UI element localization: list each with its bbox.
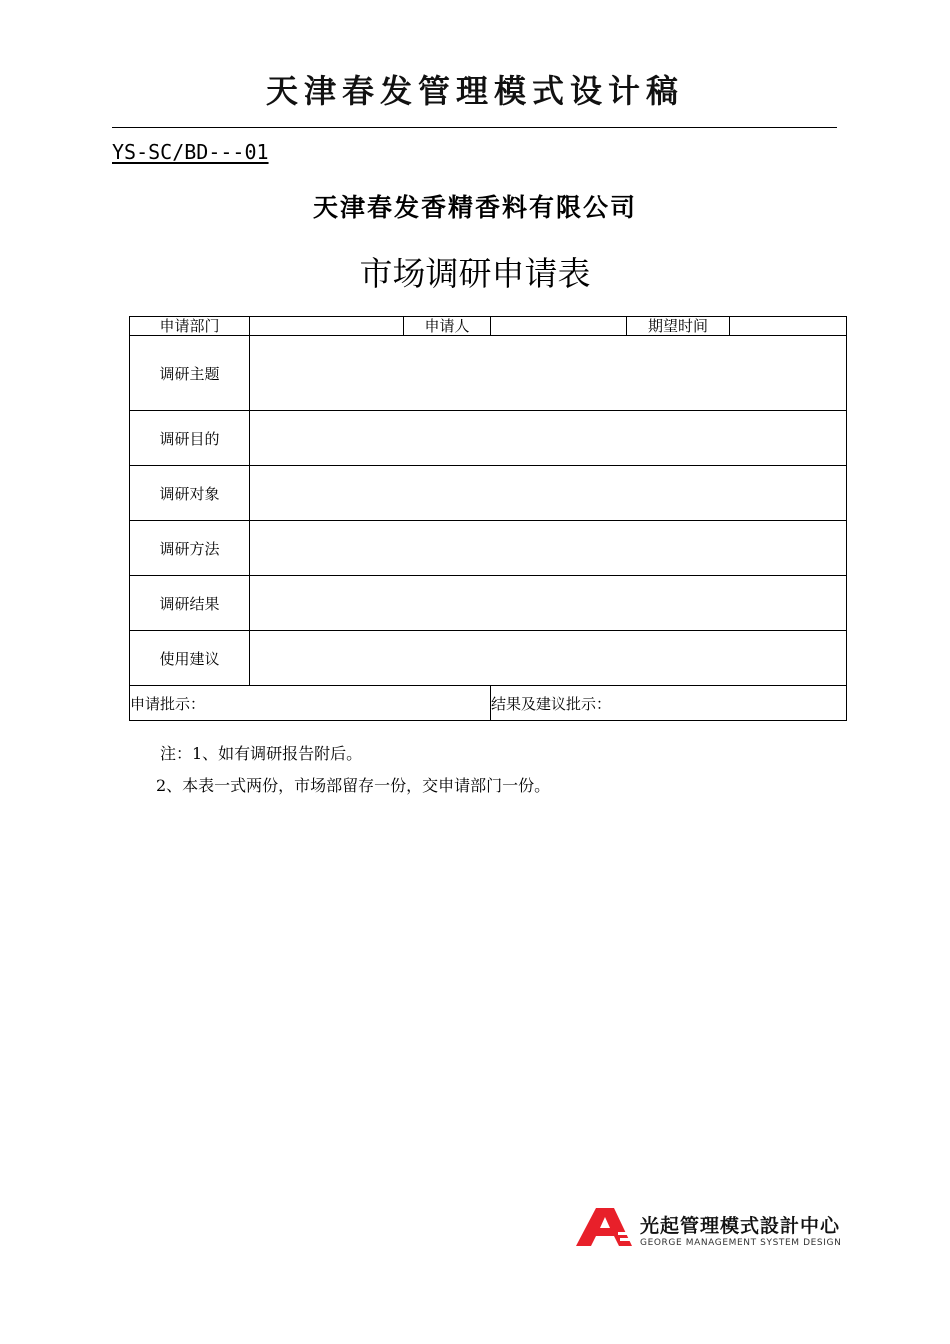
form-title: 市场调研申请表	[359, 254, 591, 293]
department-field[interactable]	[250, 317, 404, 336]
result-field[interactable]	[250, 576, 847, 631]
logo-name-cn: 光起管理模式設計中心	[640, 1215, 841, 1237]
topic-field[interactable]	[250, 336, 847, 411]
expected-time-field[interactable]	[730, 317, 847, 336]
company-logo	[576, 1208, 842, 1252]
note-line-2: 2、本表一式两份，市场部留存一份，交申请部门一份。	[156, 776, 551, 795]
logo-a-stripe	[620, 1238, 630, 1241]
application-approval-field[interactable]: 申请批示：	[130, 686, 491, 721]
form-row-label: 调研目的	[130, 411, 250, 466]
form-header-row	[130, 317, 847, 336]
form-row-label: 调研方法	[130, 521, 250, 576]
note-line-1: 注：1、如有调研报告附后。	[160, 744, 363, 763]
result-approval-field[interactable]: 结果及建议批示：	[491, 686, 847, 721]
suggestion-field[interactable]	[250, 631, 847, 686]
form-row-result	[130, 576, 847, 631]
form-row-suggestion	[130, 631, 847, 686]
purpose-field[interactable]	[250, 411, 847, 466]
company-name: 天津春发香精香料有限公司	[312, 193, 637, 222]
department-label: 申请部门	[130, 317, 250, 336]
form-row-purpose	[130, 411, 847, 466]
application-form-table	[129, 316, 847, 721]
method-field[interactable]	[250, 521, 847, 576]
applicant-label: 申请人	[404, 317, 491, 336]
form-row-topic	[130, 336, 847, 411]
form-row-label: 调研对象	[130, 466, 250, 521]
form-row-label: 调研主题	[130, 336, 250, 411]
header-title: 天津春发管理模式设计稿	[265, 72, 684, 110]
expected-time-label: 期望时间	[627, 317, 730, 336]
document-code: YS-SC/BD---01	[112, 140, 269, 164]
form-row-method	[130, 521, 847, 576]
form-notes	[156, 738, 551, 802]
form-row-label: 使用建议	[130, 631, 250, 686]
header-divider	[112, 127, 837, 128]
form-row-label: 调研结果	[130, 576, 250, 631]
applicant-field[interactable]	[491, 317, 627, 336]
logo-name-en: GEORGE MANAGEMENT SYSTEM DESIGN	[640, 1238, 842, 1248]
logo-a-mark-icon	[576, 1208, 632, 1246]
logo-a-stripe	[618, 1232, 628, 1235]
form-row-target	[130, 466, 847, 521]
form-approval-row	[130, 686, 847, 721]
target-field[interactable]	[250, 466, 847, 521]
